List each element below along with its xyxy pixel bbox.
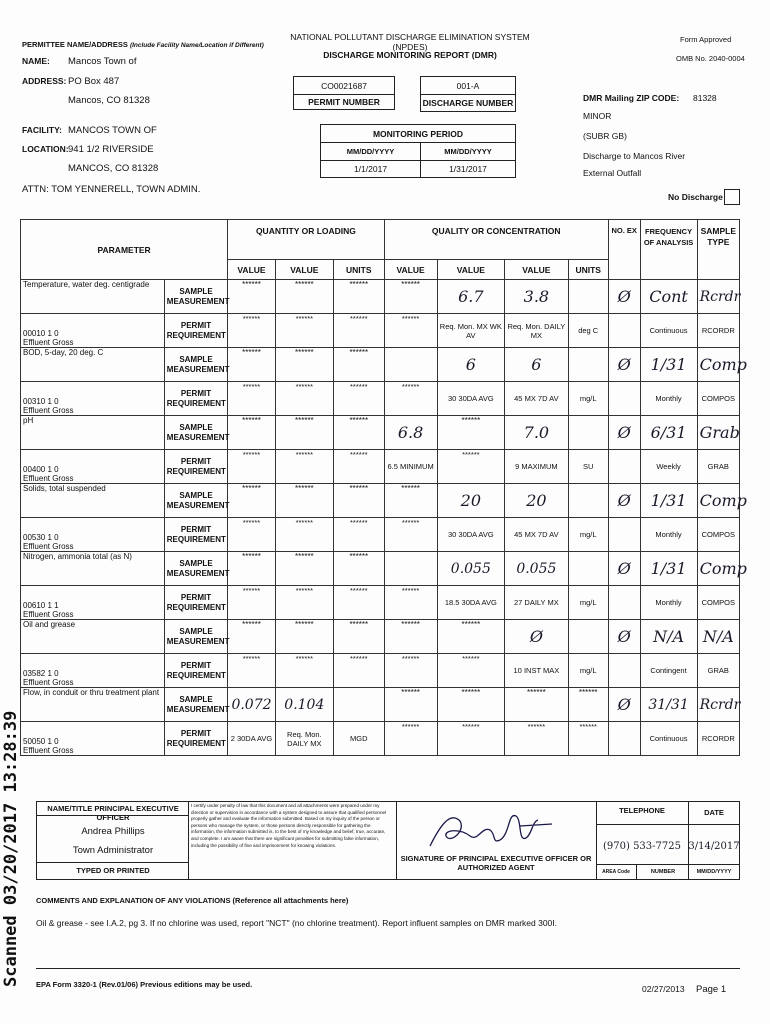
sample-value-cell[interactable]: 3.8 [505,280,568,314]
sample-value-cell[interactable]: Comp [697,484,739,518]
period-to-label: MM/DD/YYYY [420,142,516,160]
permit-value-cell: ****** [384,654,437,688]
permit-value-cell: Weekly [640,450,697,484]
telephone-label: TELEPHONE [619,806,665,815]
permittee-label-block [22,40,264,49]
sample-value-cell[interactable]: 1/31 [640,484,697,518]
comments-label: COMMENTS AND EXPLANATION OF ANY VIOLATIONS (Reference all attachments here) [36,896,349,905]
sample-value-cell[interactable]: 0.104 [275,688,333,722]
permit-requirement-row [21,314,740,348]
sample-value-cell[interactable]: Ø [608,484,640,518]
permit-value-cell: ****** [275,450,333,484]
permit-requirement-row [21,722,740,756]
sample-value-cell[interactable] [384,552,437,586]
permit-value-cell: Monthly [640,382,697,416]
officer-title: Town Administrator [72,845,154,856]
sample-value-cell[interactable]: ****** [384,620,437,654]
permit-value-cell: SU [568,450,608,484]
permit-value-cell: ****** [384,586,437,620]
quality-value-3-header: VALUE [505,260,568,280]
sample-value-cell[interactable]: 6 [505,348,568,382]
no-ex-header: NO. EX [608,220,640,280]
permit-number-label: PERMIT NUMBER [293,94,395,110]
effluent-label: Effluent Gross [23,678,74,687]
number-label: NUMBER [650,869,676,875]
effluent-label: Effluent Gross [23,474,74,483]
permit-value-cell: ****** [228,654,276,688]
permit-value-cell: Req. Mon. MX WK AV [437,314,505,348]
permit-value-cell: Continuous [640,722,697,756]
sample-value-cell[interactable]: ****** [333,416,384,450]
parameter-name: BOD, 5-day, 20 deg. C [21,348,165,382]
permit-value-cell: ****** [568,722,608,756]
quality-value-1-header: VALUE [384,260,437,280]
sample-measurement-label: SAMPLE MEASUREMENT [164,688,227,722]
sample-value-cell[interactable]: Comp [697,552,739,586]
permit-value-cell: 30 30DA AVG [437,518,505,552]
quality-header: QUALITY OR CONCENTRATION [384,220,608,260]
permit-value-cell: MGD [333,722,384,756]
sample-value-cell[interactable]: Ø [608,552,640,586]
permit-value-cell: mg/L [568,654,608,688]
sample-measurement-label: SAMPLE MEASUREMENT [164,280,227,314]
sample-measurement-row [21,620,740,654]
parameter-code-cell [21,654,165,688]
system-title: NATIONAL POLLUTANT DISCHARGE ELIMINATION SYSTEM (NPDES) [290,32,530,52]
sample-measurement-row [21,416,740,450]
sample-value-cell[interactable] [568,552,608,586]
discharge-number-label: DISCHARGE NUMBER [420,94,516,112]
permit-requirement-label: PERMIT REQUIREMENT [164,314,227,348]
permit-value-cell: 2 30DA AVG [228,722,276,756]
mmddyyyy-label: MM/DD/YYYY [696,869,732,875]
period-from-label: MM/DD/YYYY [320,142,420,160]
sample-value-cell[interactable]: 6/31 [640,416,697,450]
sample-value-cell[interactable]: 0.055 [505,552,568,586]
quality-value-2-header: VALUE [437,260,505,280]
permit-value-cell [608,722,640,756]
quantity-units-header: UNITS [333,260,384,280]
sample-value-cell[interactable]: 6.7 [437,280,505,314]
sample-value-cell[interactable]: ****** [384,280,437,314]
permit-value-cell: mg/L [568,586,608,620]
permit-value-cell: 45 MX 7D AV [505,518,568,552]
permit-value-cell: ****** [275,314,333,348]
sample-value-cell[interactable]: ****** [437,620,505,654]
sample-type-header: SAMPLE TYPE [697,220,739,280]
typed-label: TYPED OR PRINTED [76,866,150,875]
footer-rule [36,968,740,969]
zip-label: DMR Mailing ZIP CODE: [583,93,680,103]
facility-value: MANCOS TOWN OF [68,125,157,136]
sample-value-cell[interactable]: ****** [275,280,333,314]
permit-value-cell: 45 MX 7D AV [505,382,568,416]
sample-value-cell[interactable]: Rcrdr [697,280,739,314]
sample-value-cell[interactable]: Grab [697,416,739,450]
period-to-value: 1/31/2017 [420,160,516,178]
signature-label: SIGNATURE OF PRINCIPAL EXECUTIVE OFFICER OR AUTHORIZED AGENT [400,854,592,872]
subr-label: (SUBR GB) [583,131,627,141]
sample-value-cell[interactable]: 6 [437,348,505,382]
permit-value-cell: 6.5 MINIMUM [384,450,437,484]
sample-value-cell[interactable] [568,280,608,314]
sample-value-cell[interactable]: 20 [505,484,568,518]
sample-value-cell[interactable]: ****** [568,688,608,722]
effluent-label: Effluent Gross [23,610,74,619]
permit-value-cell: Monthly [640,518,697,552]
quantity-value-2-header: VALUE [275,260,333,280]
facility-label: FACILITY: [22,125,62,135]
permit-requirement-label: PERMIT REQUIREMENT [164,518,227,552]
discharge-to: Discharge to Mancos River [583,151,686,161]
monitoring-period-label: MONITORING PERIOD [320,124,516,142]
discharge-number-value: 001-A [420,76,516,94]
permit-value-cell: ****** [437,722,505,756]
sample-value-cell[interactable]: ****** [333,348,384,382]
permit-value-cell: deg C [568,314,608,348]
permit-value-cell: 18.5 30DA AVG [437,586,505,620]
parameter-code-cell [21,314,165,348]
form-approved: Form Approved [680,35,732,44]
sample-value-cell[interactable]: 20 [437,484,505,518]
parameter-code: 00530 1 0 [23,533,59,542]
sample-value-cell[interactable]: ****** [333,552,384,586]
parameter-code-cell [21,722,165,756]
permit-requirement-row [21,654,740,688]
minor-label: MINOR [583,111,612,121]
effluent-label: Effluent Gross [23,338,74,347]
permit-value-cell [608,518,640,552]
sample-value-cell[interactable]: Ø [608,348,640,382]
permit-value-cell [608,314,640,348]
date-label: DATE [704,808,724,817]
date-value: 3/14/2017 [688,841,740,852]
permit-value-cell: ****** [505,722,568,756]
sample-measurement-row [21,552,740,586]
permit-value-cell: ****** [384,722,437,756]
permit-value-cell: ****** [275,518,333,552]
sample-value-cell[interactable]: N/A [697,620,739,654]
permit-value-cell: ****** [228,382,276,416]
quantity-value-1-header: VALUE [228,260,276,280]
form-number: EPA Form 3320-1 (Rev.01/06) Previous editions may be used. [36,980,253,989]
permit-value-cell: ****** [228,314,276,348]
address-line2: Mancos, CO 81328 [68,95,150,106]
sample-value-cell[interactable]: ****** [333,280,384,314]
parameter-name: Solids, total suspended [21,484,165,518]
page-number: Page 1 [696,984,727,995]
permit-value-cell: ****** [384,518,437,552]
sample-value-cell[interactable] [568,620,608,654]
quality-units-header: UNITS [568,260,608,280]
parameter-name: Nitrogen, ammonia total (as N) [21,552,165,586]
sample-value-cell[interactable]: ****** [228,416,276,450]
area-code-label: AREA Code [602,869,630,875]
permit-requirement-label: PERMIT REQUIREMENT [164,450,227,484]
name-label: NAME: [22,56,50,66]
no-discharge-label: No Discharge [668,192,723,202]
sample-value-cell[interactable]: 0.072 [228,688,276,722]
sample-value-cell[interactable]: ****** [228,620,276,654]
scanned-stamp: Scanned 03/20/2017 13:28:39 [1,710,21,987]
sample-value-cell[interactable]: ****** [228,552,276,586]
sample-value-cell[interactable]: Ø [505,620,568,654]
permit-value-cell: ****** [275,382,333,416]
permit-requirement-row [21,382,740,416]
permit-value-cell: 27 DAILY MX [505,586,568,620]
sample-value-cell[interactable] [568,484,608,518]
location-label: LOCATION: [22,144,69,154]
sample-value-cell[interactable] [333,688,384,722]
location-line2: MANCOS, CO 81328 [68,163,159,174]
sample-value-cell[interactable]: ****** [228,280,276,314]
permit-value-cell: Req. Mon. DAILY MX [505,314,568,348]
permit-value-cell: ****** [275,654,333,688]
sample-value-cell[interactable]: Ø [608,688,640,722]
permit-requirement-label: PERMIT REQUIREMENT [164,722,227,756]
parameter-code: 00400 1 0 [23,465,59,474]
effluent-label: Effluent Gross [23,746,74,755]
sample-value-cell[interactable]: 6.8 [384,416,437,450]
permit-value-cell: GRAB [697,450,739,484]
print-date: 02/27/2013 [642,984,685,994]
permit-value-cell [608,654,640,688]
permit-value-cell: mg/L [568,382,608,416]
permit-value-cell [608,382,640,416]
officer-divider [36,815,188,816]
sample-value-cell[interactable]: ****** [384,484,437,518]
sample-value-cell[interactable]: Cont [640,280,697,314]
parameter-rows [21,280,747,756]
permit-value-cell: RCORDR [697,314,739,348]
permit-value-cell: GRAB [697,654,739,688]
permit-value-cell: Continuous [640,314,697,348]
sample-value-cell[interactable]: ****** [275,348,333,382]
sample-value-cell[interactable]: Comp [697,348,739,382]
sample-measurement-label: SAMPLE MEASUREMENT [164,348,227,382]
parameter-header: PARAMETER [21,220,228,280]
sample-value-cell[interactable]: Ø [608,280,640,314]
officer-name: Andrea Phillips [81,826,145,837]
sample-value-cell[interactable]: ****** [275,620,333,654]
sample-value-cell[interactable]: ****** [333,484,384,518]
permit-value-cell: RCORDR [697,722,739,756]
permit-requirement-label: PERMIT REQUIREMENT [164,654,227,688]
zip-value: 81328 [693,93,717,103]
sample-value-cell[interactable]: 7.0 [505,416,568,450]
parameter-code: 00310 1 0 [23,397,59,406]
permit-value-cell: ****** [228,518,276,552]
parameter-name: Temperature, water deg. centigrade [21,280,165,314]
parameter-name: Flow, in conduit or thru treatment plant [21,688,165,722]
permit-value-cell: COMPOS [697,382,739,416]
sample-value-cell[interactable]: 0.055 [437,552,505,586]
sample-value-cell[interactable]: ****** [437,688,505,722]
sample-value-cell[interactable]: ****** [437,416,505,450]
permit-value-cell: ****** [228,450,276,484]
permit-value-cell: ****** [333,382,384,416]
permit-value-cell: ****** [384,314,437,348]
permit-value-cell: ****** [384,382,437,416]
signature-image [420,806,560,852]
permit-value-cell: ****** [333,314,384,348]
parameter-code-cell [21,450,165,484]
sample-measurement-label: SAMPLE MEASUREMENT [164,620,227,654]
sample-value-cell[interactable]: ****** [228,484,276,518]
permit-value-cell: COMPOS [697,518,739,552]
sample-value-cell[interactable]: ****** [333,620,384,654]
sample-measurement-label: SAMPLE MEASUREMENT [164,416,227,450]
permittee-note: (Include Facility Name/Location if Different) [129,42,264,49]
sample-measurement-row [21,688,740,722]
address-line1: PO Box 487 [68,76,120,87]
quantity-header: QUANTITY OR LOADING [228,220,384,260]
permit-value-cell: ****** [333,586,384,620]
permittee-label: PERMITTEE NAME/ADDRESS [22,40,128,49]
permit-value-cell [608,586,640,620]
permit-requirement-row [21,450,740,484]
permit-value-cell: Req. Mon. DAILY MX [275,722,333,756]
frequency-header: FREQUENCY OF ANALYSIS [640,220,697,280]
report-title: DISCHARGE MONITORING REPORT (DMR) [323,50,497,60]
phone-row-divider [596,824,740,825]
permit-value-cell: 30 30DA AVG [437,382,505,416]
parameter-table [20,219,747,756]
telephone-value: (970) 533-7725 [603,841,681,852]
permit-value-cell: ****** [228,586,276,620]
sample-value-cell[interactable]: 1/31 [640,348,697,382]
permit-value-cell: 10 INST MAX [505,654,568,688]
certification-text: I certify under penalty of law that this document and all attachments were prepared under my direction or supervision in accordance with a system designed to assure that qualified personnel properly gather and evaluate the information submitted. Based on my inquiry of the person or persons who manage the system, or those persons directly responsible for gathering the information, the information submitted is, to the best of my knowledge and belief, true, accurate, and complete. I am aware that there are significant penalties for submitting false information, including the possibility of fine and imprisonment for knowing violations. [191,803,387,848]
parameter-name: Oil and grease [21,620,165,654]
permit-value-cell: mg/L [568,518,608,552]
permit-requirement-row [21,518,740,552]
permit-requirement-label: PERMIT REQUIREMENT [164,586,227,620]
no-discharge-checkbox[interactable] [724,189,740,205]
permit-requirement-row [21,586,740,620]
location-line1: 941 1/2 RIVERSIDE [68,144,154,155]
effluent-label: Effluent Gross [23,406,74,415]
parameter-code-cell [21,518,165,552]
parameter-code: 50050 1 0 [23,737,59,746]
external-outfall: External Outfall [583,168,642,178]
sample-value-cell[interactable]: Ø [608,620,640,654]
sample-value-cell[interactable] [384,348,437,382]
attn-line: ATTN: TOM YENNERELL, TOWN ADMIN. [22,184,201,195]
permit-requirement-label: PERMIT REQUIREMENT [164,382,227,416]
sample-value-cell[interactable]: ****** [384,688,437,722]
sample-value-cell[interactable]: Ø [608,416,640,450]
permit-value-cell: COMPOS [697,586,739,620]
sample-measurement-row [21,348,740,382]
address-label: ADDRESS: [22,76,67,86]
sample-measurement-row [21,280,740,314]
permit-number-value: CO0021687 [293,76,395,94]
sample-value-cell[interactable]: ****** [505,688,568,722]
permit-value-cell: ****** [333,518,384,552]
cert-divider-sig [396,801,397,880]
sample-value-cell[interactable]: ****** [275,484,333,518]
omb-number: OMB No. 2040-0004 [676,54,745,63]
sample-measurement-row [21,484,740,518]
sample-value-cell[interactable]: ****** [228,348,276,382]
parameter-code-cell [21,382,165,416]
parameter-code-cell [21,586,165,620]
permit-value-cell: ****** [333,654,384,688]
permit-value-cell: ****** [437,654,505,688]
sample-value-cell[interactable]: Rcrdr [697,688,739,722]
permit-value-cell [608,450,640,484]
parameter-code: 03582 1 0 [23,669,59,678]
code-row-divider [596,864,740,865]
comments-text: Oil & grease - see I.A.2, pg 3. If no chlorine was used, report "NCT" (no chlorine treatment). Report influent samples on DMR marked 300I. [36,918,557,928]
permit-value-cell: ****** [437,450,505,484]
permit-value-cell: 9 MAXIMUM [505,450,568,484]
area-code-divider [636,864,637,880]
sample-value-cell[interactable] [568,348,608,382]
permit-value-cell: Contingent [640,654,697,688]
permit-value-cell: Monthly [640,586,697,620]
typed-divider [36,862,188,863]
permit-value-cell: ****** [333,450,384,484]
permit-value-cell: ****** [275,586,333,620]
sample-value-cell[interactable]: ****** [275,416,333,450]
sample-measurement-label: SAMPLE MEASUREMENT [164,484,227,518]
sample-value-cell[interactable]: 1/31 [640,552,697,586]
name-value: Mancos Town of [68,56,137,67]
officer-label: NAME/TITLE PRINCIPAL EXECUTIVE OFFICER [47,804,179,822]
sample-measurement-label: SAMPLE MEASUREMENT [164,552,227,586]
parameter-code: 00610 1 1 [23,601,59,610]
cert-divider-left [188,801,189,880]
parameter-name: pH [21,416,165,450]
sample-value-cell[interactable] [568,416,608,450]
sample-value-cell[interactable]: N/A [640,620,697,654]
period-from-value: 1/1/2017 [320,160,420,178]
effluent-label: Effluent Gross [23,542,74,551]
parameter-code: 00010 1 0 [23,329,59,338]
sample-value-cell[interactable]: 31/31 [640,688,697,722]
sample-value-cell[interactable]: ****** [275,552,333,586]
